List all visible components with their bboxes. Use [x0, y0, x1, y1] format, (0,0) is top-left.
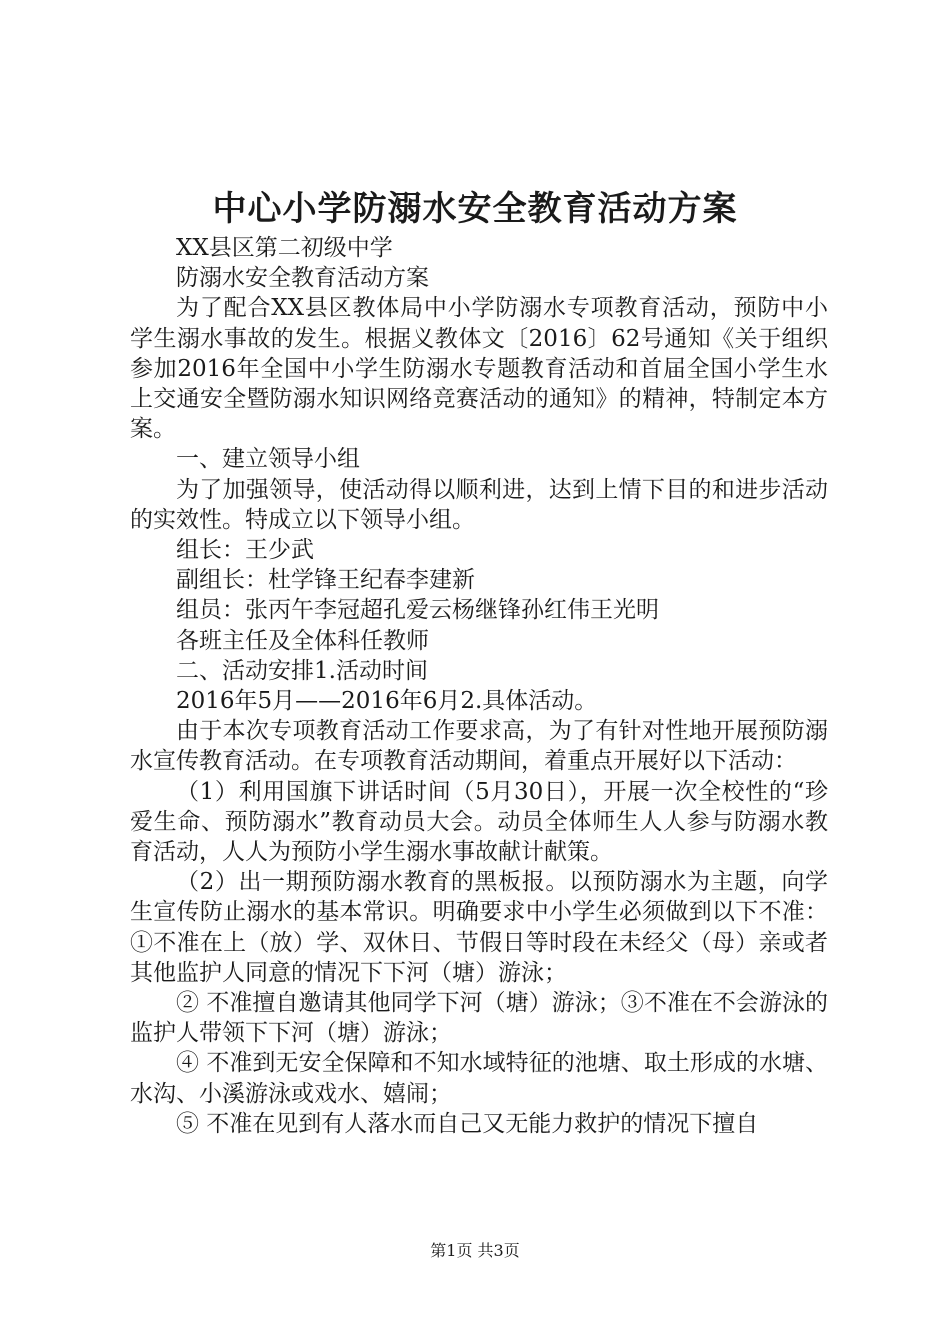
paragraph: ⑤ 不准在见到有人落水而自己又无能力救护的情况下擅自: [176, 1110, 759, 1137]
paragraph: 组员：张丙午李冠超孔爱云杨继锋孙红伟王光明: [176, 597, 659, 624]
paragraph: 为了配合XX县区教体局中小学防溺水专项教育活动，预防中小学生溺水事故的发生。根据义教体文〔2016〕62号通知《关于组织参加2016年全国中小学生防溺水专题教育活动和首届全国小学生水上交通安全暨防溺水知识网络竞赛活动的通知》的精神，特制定本方案。: [130, 295, 828, 443]
paragraph: 2016年5月——2016年6月2.具体活动。: [176, 688, 598, 715]
paragraph: （1）利用国旗下讲话时间（5月30日），开展一次全校性的“珍爱生命、预防溺水”教育动员大会。动员全体师生人人参与防溺水教育活动，人人为预防小学生溺水事故献计献策。: [130, 778, 828, 866]
paragraph: ④ 不准到无安全保障和不知水域特征的池塘、取土形成的水塘、水沟、小溪游泳或戏水、嬉闹；: [130, 1050, 828, 1107]
school-name: XX县区第二初级中学: [176, 235, 393, 261]
document-body: [130, 233, 828, 1139]
paragraph: ② 不准擅自邀请其他同学下河（塘）游泳；③不准在不会游泳的监护人带领下下河（塘）游泳；: [130, 990, 828, 1047]
paragraph: 副组长：杜学锋王纪春李建新: [176, 567, 475, 594]
paragraph: 为了加强领导，使活动得以顺利进，达到上情下目的和进步活动的实效性。特成立以下领导小组。: [130, 476, 828, 533]
paragraph: 组长：王少武: [176, 537, 314, 564]
paragraph: 各班主任及全体科任教师: [176, 627, 429, 654]
section-heading: 一、建立领导小组: [176, 446, 360, 473]
paragraph: （2）出一期预防溺水教育的黑板报。以预防溺水为主题，向学生宣传防止溺水的基本常识。明确要求中小学生必须做到以下不准：①不准在上（放）学、双休日、节假日等时段在未经父（母）亲或者其他监护人同意的情况下下河（塘）游泳；: [130, 869, 828, 986]
paragraph: 由于本次专项教育活动工作要求高，为了有针对性地开展预防溺水宣传教育活动。在专项教育活动期间，着重点开展好以下活动：: [130, 718, 828, 775]
document-title: 中心小学防溺水安全教育活动方案: [212, 189, 738, 229]
page-footer: 第1页 共3页: [430, 1241, 520, 1260]
section-heading: 二、活动安排1.活动时间: [176, 657, 428, 684]
plan-subtitle: 防溺水安全教育活动方案: [176, 265, 429, 292]
